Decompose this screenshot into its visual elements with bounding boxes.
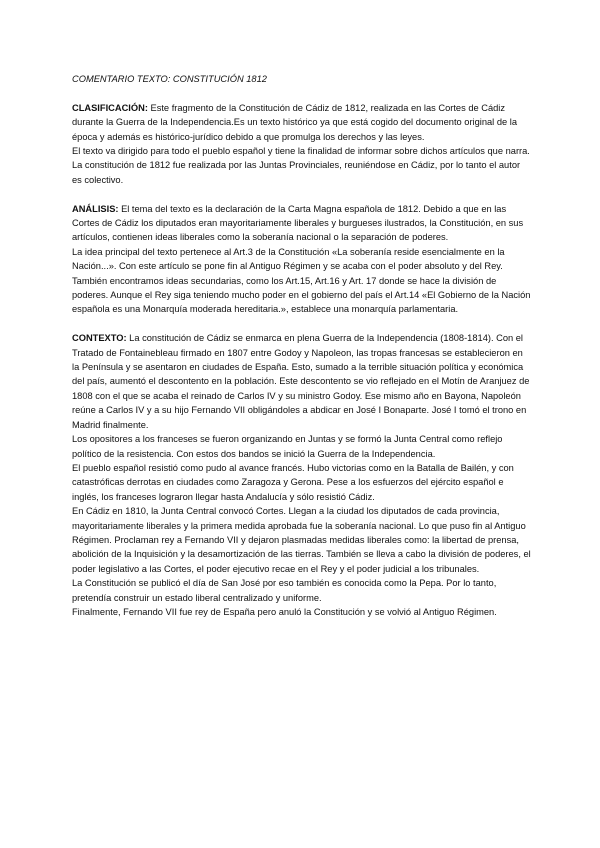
paragraph [72, 202, 532, 245]
paragraph-text: Este fragmento de la Constitución de Cádiz de 1812, realizada en las Cortes de Cádiz durante la Guerra de la Independencia.Es un texto histórico ya que está cogido del documento original de la época y además es histórico-jurídico debido a que promulga los derechos y las leyes. [72, 102, 517, 142]
paragraph [72, 101, 532, 144]
paragraph: La idea principal del texto pertenece al Art.3 de la Constitución «La soberanía reside esencialmente en la Nación...». Con este artículo se pone fin al Antiguo Régimen y se acaba con el poder absoluto y del Rey. También encontramos ideas secundarias, como los Art.15, Art.16 y Art. 17 donde se hace la división de poderes. Aunque el Rey siga teniendo mucho poder en el gobierno del país el Art.14 «El Gobierno de la Nación española es una Monarquía moderada hereditaria.», establece una monarquía parlamentaria. [72, 246, 531, 315]
paragraph: El texto va dirigido para todo el pueblo español y tiene la finalidad de informar sobre dichos artículos que narra. La constitución de 1812 fue realizada por las Juntas Provinciales, reuniéndose en Cádiz, por lo tanto el autor es colectivo. [72, 146, 530, 185]
paragraph: En Cádiz en 1810, la Junta Central convocó Cortes. Llegan a la ciudad los diputados de cada provincia, mayoritariamente liberales y la primera medida aprobada fue la soberanía nacional. Lo que puso fin al Antiguo Régimen. Proclaman rey a Fernando VII y dejaron plasmadas medidas liberales como: la libertad de prensa, abolición de la Inquisición y la desamortización de las tierras. También se lleva a cabo la división de poderes, el poder legislativo a las Cortes, el poder ejecutivo recae en el Rey y el poder judicial a los tribunales. [72, 506, 531, 574]
paragraph: La Constitución se publicó el día de San José por eso también es conocida como la Pepa. Por lo tanto, pretendía construir un estado liberal centralizado y uniforme. [72, 578, 497, 603]
document-body [72, 72, 532, 619]
paragraph: Finalmente, Fernando VII fue rey de España pero anuló la Constitución y se volvió al Antiguo Régimen. [72, 606, 497, 617]
spacer [72, 187, 532, 201]
section-heading: CONTEXTO: [72, 333, 127, 344]
paragraph: Los opositores a los franceses se fueron organizando en Juntas y se formó la Junta Central como reflejo político de la resistencia. Con estos dos bandos se inició la Guerra de la Independencia. [72, 434, 503, 459]
paragraph [72, 331, 532, 432]
document-title: COMENTARIO TEXTO: CONSTITUCIÓN 1812 [72, 74, 267, 84]
paragraph-text: El tema del texto es la declaración de la Carta Magna española de 1812. Debido a que en las Cortes de Cádiz los diputados eran mayoritariamente liberales y burgueses ilustrados, la Constitución, en sus artículos, contienen ideas liberales como la soberanía nacional o la separación de poderes. [72, 203, 524, 243]
spacer [72, 86, 532, 100]
paragraph-text: La constitución de Cádiz se enmarca en plena Guerra de la Independencia (1808-1814). Con el Tratado de Fontainebleau firmado en 1807 entre Godoy y Napoleon, las tropas francesas se establecieron en la Península y se asentaron en ciudades de España. Esto, sumado a la terrible situación política y económica del país, aumentó el descontento en la población. Este descontento se vio reflejado en el Motín de Aranjuez de 1808 con el que se acaba el reinado de Carlos IV y su ministro Godoy. Ese mismo año en Bayona, Napoleón reúne a Carlos IV y a su hijo Fernando VII obligándoles a abdicar en José I Bonaparte. José I tomó el trono en Madrid finalmente. [72, 333, 530, 430]
spacer [72, 317, 532, 331]
section-heading: ANÁLISIS: [72, 203, 119, 214]
section-analisis [72, 202, 532, 317]
paragraph: El pueblo español resistió como pudo al avance francés. Hubo victorias como en la Batalla de Bailén, y con catastróficas derrotas en ciudades como Zaragoza y Gerona. Pese a los esfuerzos del ejército español e inglés, los franceses lograron llegar hasta Andalucía y sólo resistió Cádiz. [72, 462, 514, 502]
section-heading: CLASIFICACIÓN: [72, 102, 148, 113]
section-contexto [72, 331, 532, 619]
section-clasificacion [72, 101, 532, 187]
